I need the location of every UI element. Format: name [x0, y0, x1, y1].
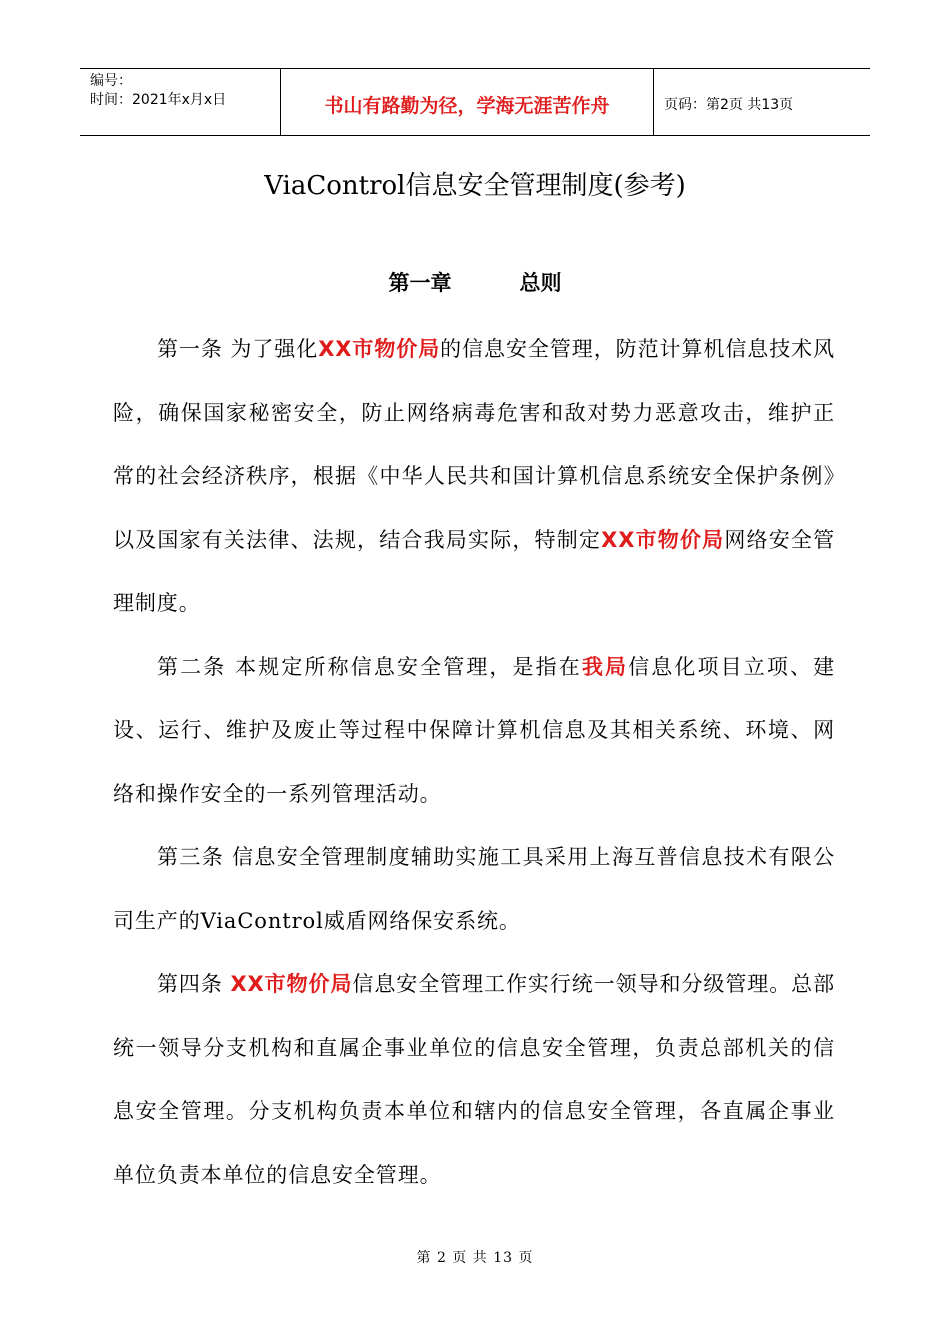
document-title: ViaControl信息安全管理制度(参考) — [264, 171, 686, 201]
article-text: 第三条 信息安全管理制度辅助实施工具采用上海互普信息技术有限公司生产的ViaControl威盾网络保安系统。 — [113, 845, 835, 933]
article-3 — [113, 826, 835, 953]
article-1 — [113, 318, 835, 636]
article-text: 第四条 — [157, 972, 231, 996]
article-text: 第一条 为了强化 — [157, 337, 319, 361]
article-2 — [113, 636, 835, 827]
highlight-org: 我局 — [581, 654, 629, 679]
number-label: 编号： — [90, 73, 132, 89]
article-text: 信息化项目立项、建设、运行、维护及废止等过程中保障计算机信息及其相关系统、环境、网络和操作安全的一系列管理活动。 — [113, 654, 835, 806]
article-text: 的信息安全管理，防范计算机信息技术风险，确保国家秘密安全，防止网络病毒危害和敌对势力恶意攻击，维护正常的社会经济秩序，根据《中华人民共和国计算机信息系统安全保护条例》以及国家有关法律、法规，结合我局实际，特制定 — [113, 337, 836, 552]
page-footer: 第 2 页 共 13 页 — [416, 1250, 534, 1266]
time-label: 时间：2021年x月x日 — [90, 92, 227, 108]
chapter-name: 总则 — [519, 271, 562, 295]
article-text: 网络安全管理制度。 — [113, 527, 835, 615]
header-meta-cell — [80, 69, 281, 135]
article-4 — [113, 953, 835, 1207]
chapter-heading — [0, 267, 950, 297]
highlight-org: XX市物价局 — [318, 337, 441, 361]
chapter-number: 第一章 — [388, 271, 452, 295]
header-page-info: 页码：第2页 共13页 — [664, 97, 794, 113]
article-text: 信息安全管理工作实行统一领导和分级管理。总部统一领导分支机构和直属企事业单位的信息安全管理，负责总部机关的信息安全管理。分支机构负责本单位和辖内的信息安全管理，各直属企事业单位负责本单位的信息安全管理。 — [113, 972, 835, 1187]
document-body — [113, 318, 835, 1207]
header-motto: 书山有路勤为径，学海无涯苦作舟 — [281, 69, 654, 135]
highlight-org: XX市物价局 — [230, 972, 353, 996]
document-header — [80, 68, 870, 136]
article-text: 第二条 本规定所称信息安全管理，是指在 — [157, 654, 582, 679]
highlight-org: XX市物价局 — [601, 527, 725, 552]
